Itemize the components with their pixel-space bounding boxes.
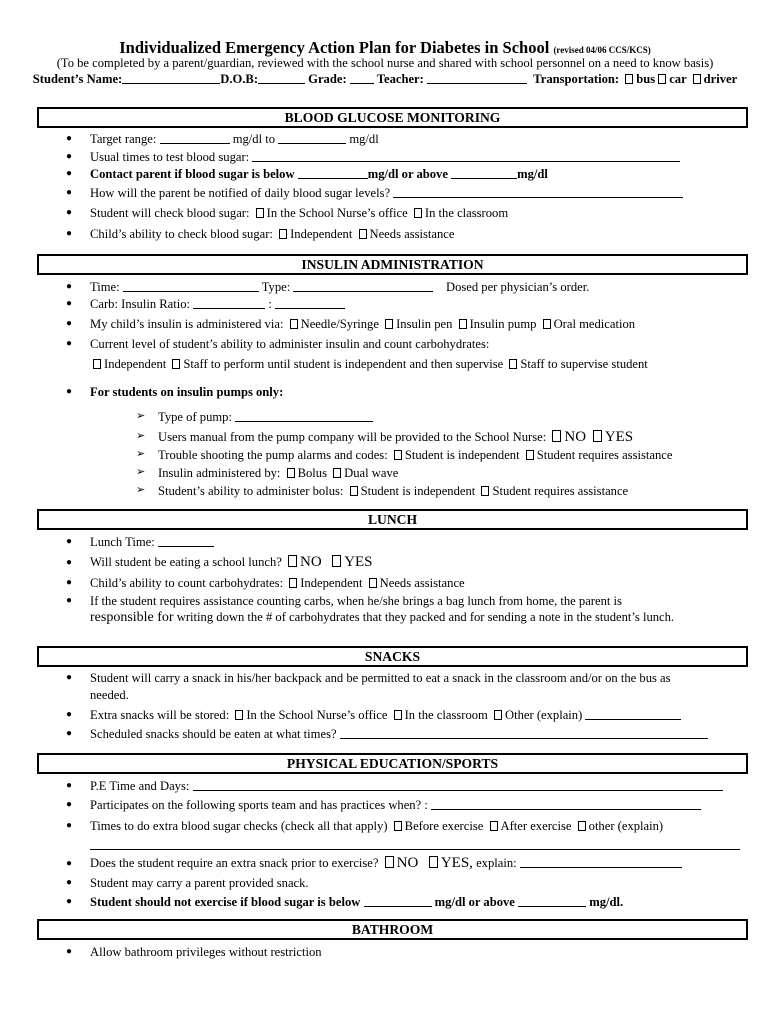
scheduled-snacks-field[interactable]: [340, 727, 708, 739]
administered-by-line: Insulin administered by: Bolus Dual wave: [158, 466, 399, 480]
carry-snack-line-1: Student will carry a snack in his/her backpack and be permitted to eat a snack in the classroom and/or on the bus as: [90, 671, 671, 685]
bag-lunch-line-1: If the student requires assistance counting carbs, when he/she brings a bag lunch from home, the parent is: [90, 594, 622, 608]
section-header-bathroom: BATHROOM: [37, 919, 748, 940]
manual-no-checkbox[interactable]: [552, 430, 561, 442]
bullet-icon: ●: [66, 386, 73, 397]
before-exercise-checkbox[interactable]: [394, 821, 402, 831]
insulin-time-line: Time: Type: Dosed per physician’s order.: [90, 280, 590, 294]
bullet-icon: ●: [66, 728, 73, 739]
bullet-icon: ●: [66, 168, 73, 179]
other-exercise-checkbox[interactable]: [578, 821, 586, 831]
arrow-icon: ➢: [136, 410, 146, 422]
driver-checkbox[interactable]: [693, 74, 701, 84]
bullet-icon: ●: [66, 858, 73, 869]
carb-ratio-field[interactable]: [193, 297, 265, 309]
contact-below-field[interactable]: [298, 167, 368, 179]
revision-note: (revised 04/06 CCS/KCS): [553, 45, 651, 55]
section-header-lunch: LUNCH: [37, 509, 748, 530]
contact-above-field[interactable]: [451, 167, 517, 179]
bullet-icon: ●: [66, 228, 73, 239]
bullet-icon: ●: [66, 799, 73, 810]
arrow-icon: ➢: [136, 448, 146, 460]
section-header-blood-glucose: BLOOD GLUCOSE MONITORING: [37, 107, 748, 128]
current-level-line: Current level of student’s ability to administer insulin and count carbohydrates:: [90, 337, 490, 351]
bathroom-privileges-line: Allow bathroom privileges without restriction: [90, 945, 322, 959]
target-range-line: Target range: mg/dl to mg/dl: [90, 132, 379, 146]
pe-time-field[interactable]: [193, 779, 723, 791]
bullet-icon: ●: [66, 318, 73, 329]
arrow-icon: ➢: [136, 466, 146, 478]
bullet-icon: ●: [66, 187, 73, 198]
scheduled-snacks-line: Scheduled snacks should be eaten at what times?: [90, 727, 708, 742]
sports-team-line: Participates on the following sports team and has practices when? :: [90, 798, 701, 813]
pe-time-line: P.E Time and Days:: [90, 779, 723, 794]
exercise-snack-no-checkbox[interactable]: [385, 856, 394, 868]
bullet-icon: ●: [66, 133, 73, 144]
bolus-assistance-checkbox[interactable]: [481, 486, 489, 496]
users-manual-line: Users manual from the pump company will be provided to the School Nurse: NO YES: [158, 429, 634, 445]
needle-checkbox[interactable]: [290, 319, 298, 329]
administered-via-line: My child’s insulin is administered via: Needle/Syringe Insulin pen Insulin pump Oral medication: [90, 317, 636, 331]
section-header-snacks: SNACKS: [37, 646, 748, 667]
nurse-office-checkbox[interactable]: [256, 208, 264, 218]
troubleshoot-independent-checkbox[interactable]: [394, 450, 402, 460]
level-independent-checkbox[interactable]: [93, 359, 101, 369]
no-exercise-line: Student should not exercise if blood sugar is below mg/dl or above mg/dl.: [90, 895, 624, 909]
extra-snacks-line: Extra snacks will be stored: In the School Nurse’s office In the classroom Other (explain): [90, 708, 681, 723]
snack-classroom-checkbox[interactable]: [394, 710, 402, 720]
target-low-field[interactable]: [160, 132, 230, 144]
carb-ratio-line: Carb: Insulin Ratio: :: [90, 297, 345, 312]
troubleshoot-assistance-checkbox[interactable]: [526, 450, 534, 460]
bullet-icon: ●: [66, 281, 73, 292]
usual-times-field[interactable]: [252, 150, 680, 162]
extra-checks-explain-field[interactable]: [90, 838, 740, 850]
bullet-icon: ●: [66, 896, 73, 907]
bullet-icon: ●: [66, 298, 73, 309]
dob-field[interactable]: [258, 72, 305, 84]
bullet-icon: ●: [66, 780, 73, 791]
pen-checkbox[interactable]: [385, 319, 393, 329]
oral-checkbox[interactable]: [543, 319, 551, 329]
form-title: Individualized Emergency Action Plan for Diabetes in School (revised 04/06 CCS/KCS): [119, 38, 651, 57]
bag-lunch-line-2: responsible for writing down the # of carbohydrates that they packed and for sending a note in the student’s lunch.: [90, 610, 675, 625]
insulin-ratio-field[interactable]: [275, 297, 345, 309]
no-exercise-above-field[interactable]: [518, 895, 586, 907]
teacher-field[interactable]: [427, 72, 527, 84]
pump-type-field[interactable]: [235, 410, 373, 422]
level-options-line: Independent Staff to perform until student is independent and then supervise Staff to supervise student: [90, 357, 648, 372]
school-lunch-yes-checkbox[interactable]: [332, 555, 341, 567]
exercise-snack-explain-field[interactable]: [520, 856, 682, 868]
bullet-icon: ●: [66, 709, 73, 720]
grade-field[interactable]: [350, 72, 374, 84]
bullet-icon: ●: [66, 672, 73, 683]
bullet-icon: ●: [66, 820, 73, 831]
school-lunch-line: Will student be eating a school lunch? NO YES: [90, 554, 373, 570]
bolus-checkbox[interactable]: [287, 468, 295, 478]
will-check-line: Student will check blood sugar: In the School Nurse’s office In the classroom: [90, 206, 509, 220]
after-exercise-checkbox[interactable]: [490, 821, 498, 831]
classroom-checkbox[interactable]: [414, 208, 422, 218]
carbs-assistance-checkbox[interactable]: [369, 578, 377, 588]
bullet-icon: ●: [66, 536, 73, 547]
form-subtitle: (To be completed by a parent/guardian, reviewed with the school nurse and shared with school personnel on a need to know basis): [56, 56, 714, 70]
check-ability-line: Child’s ability to check blood sugar: Independent Needs assistance: [90, 227, 455, 241]
carry-parent-snack-line: Student may carry a parent provided snack.: [90, 876, 309, 890]
level-staff-perform-checkbox[interactable]: [172, 359, 180, 369]
independent-checkbox[interactable]: [279, 229, 287, 239]
notified-line: How will the parent be notified of daily blood sugar levels?: [90, 186, 683, 201]
insulin-type-field[interactable]: [293, 280, 433, 292]
manual-yes-checkbox[interactable]: [593, 430, 602, 442]
dual-wave-checkbox[interactable]: [333, 468, 341, 478]
bullet-icon: ●: [66, 877, 73, 888]
bolus-ability-line: Student’s ability to administer bolus: Student is independent Student requires assistance: [158, 484, 629, 498]
usual-times-line: Usual times to test blood sugar:: [90, 150, 680, 165]
bullet-icon: ●: [66, 946, 73, 957]
carry-snack-line-2: needed.: [90, 688, 129, 702]
student-info-line: Student’s Name: D.O.B: Grade: Teacher: Transportation: bus car driver: [32, 72, 738, 86]
no-exercise-below-field[interactable]: [364, 895, 432, 907]
target-high-field[interactable]: [278, 132, 346, 144]
snack-other-checkbox[interactable]: [494, 710, 502, 720]
extra-snack-exercise-line: Does the student require an extra snack prior to exercise? NO YES, explain:: [90, 854, 682, 872]
snack-nurse-checkbox[interactable]: [235, 710, 243, 720]
count-carbs-line: Child’s ability to count carbohydrates: Independent Needs assistance: [90, 576, 465, 590]
carbs-independent-checkbox[interactable]: [289, 578, 297, 588]
lunch-time-field[interactable]: [158, 535, 214, 547]
bullet-icon: ●: [66, 595, 73, 606]
pump-checkbox[interactable]: [459, 319, 467, 329]
needs-assistance-checkbox[interactable]: [359, 229, 367, 239]
bullet-icon: ●: [66, 577, 73, 588]
section-header-pe: PHYSICAL EDUCATION/SPORTS: [37, 753, 748, 774]
level-staff-supervise-checkbox[interactable]: [509, 359, 517, 369]
troubleshoot-line: Trouble shooting the pump alarms and codes: Student is independent Student requires assistance: [158, 448, 673, 462]
bolus-independent-checkbox[interactable]: [350, 486, 358, 496]
bullet-icon: ●: [66, 338, 73, 349]
bullet-icon: ●: [66, 207, 73, 218]
arrow-icon: ➢: [136, 430, 146, 442]
lunch-time-line: Lunch Time:: [90, 535, 214, 550]
snack-other-field[interactable]: [585, 708, 681, 720]
extra-checks-explain-line: [90, 838, 740, 853]
sports-team-field[interactable]: [431, 798, 701, 810]
pumps-only-heading: For students on insulin pumps only:: [90, 385, 284, 399]
bus-checkbox[interactable]: [625, 74, 633, 84]
notified-field[interactable]: [393, 186, 683, 198]
car-checkbox[interactable]: [658, 74, 666, 84]
insulin-time-field[interactable]: [123, 280, 259, 292]
exercise-snack-yes-checkbox[interactable]: [429, 856, 438, 868]
extra-checks-line: Times to do extra blood sugar checks (check all that apply) Before exercise After exercise other (explain): [90, 819, 664, 833]
bullet-icon: ●: [66, 557, 73, 568]
pump-type-line: Type of pump:: [158, 410, 373, 425]
student-name-field[interactable]: [122, 72, 220, 84]
arrow-icon: ➢: [136, 484, 146, 496]
school-lunch-no-checkbox[interactable]: [288, 555, 297, 567]
section-header-insulin: INSULIN ADMINISTRATION: [37, 254, 748, 275]
contact-parent-line: Contact parent if blood sugar is below mg/dl or above mg/dl: [90, 167, 548, 181]
bullet-icon: ●: [66, 151, 73, 162]
